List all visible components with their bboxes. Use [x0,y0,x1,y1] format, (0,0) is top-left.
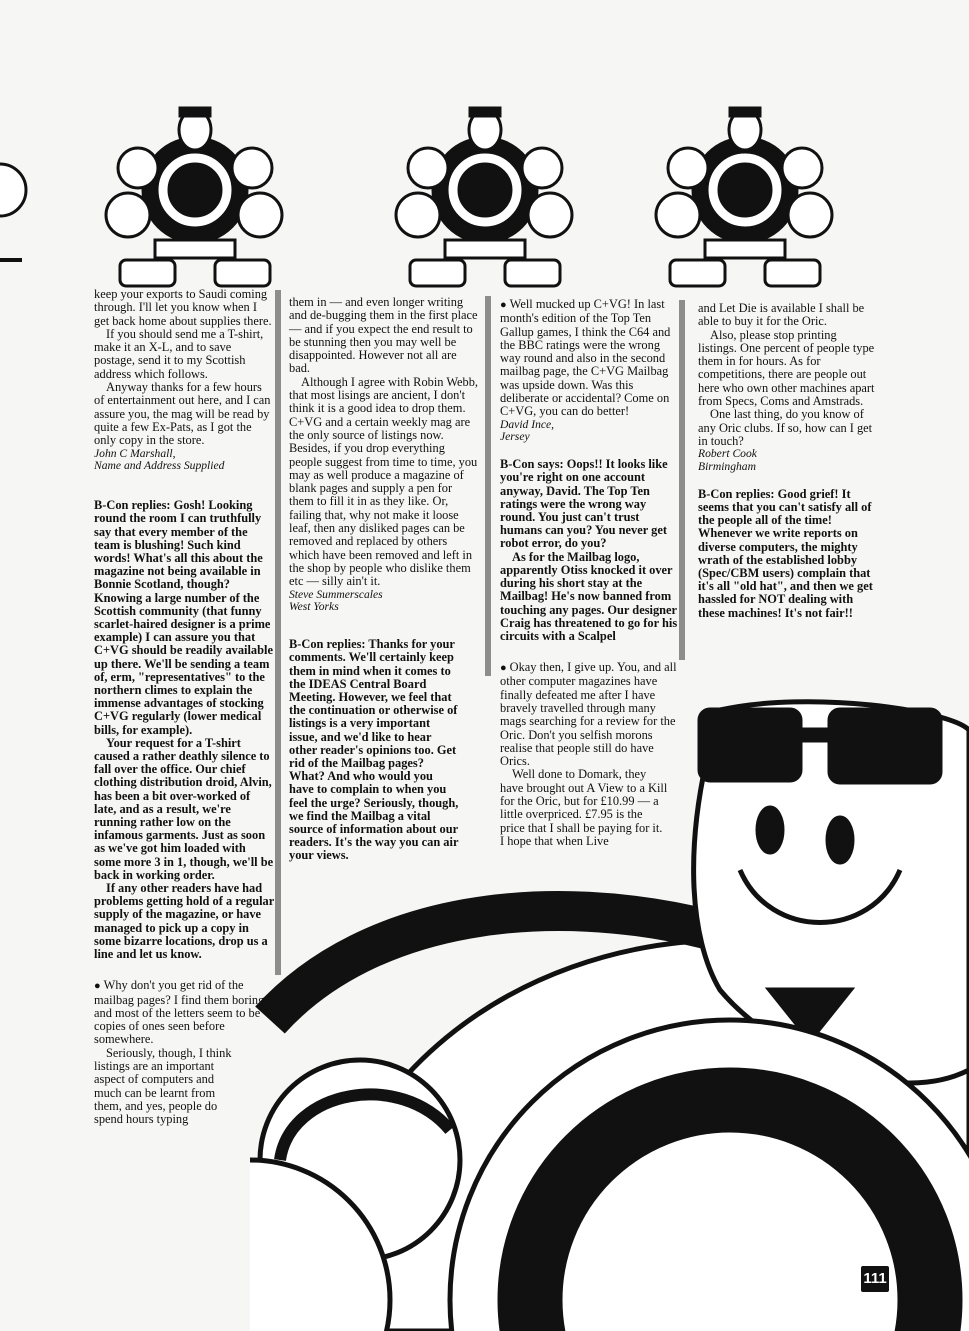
letter-paragraph: and Let Die is available I shall be able to buy it for the Oric. [698,301,865,329]
letters-column-1 [94,288,274,1127]
robot-illustration-middle [390,100,580,290]
page-number: 111 [861,1266,889,1292]
letter-paragraph: One last thing, do you know of any Oric clubs. If so, how can I get in touch? [698,407,873,448]
letter-paragraph: Also, please stop printing listings. One percent of people type them in for hours. As for competitions, there are people out here who own other machines apart from Specs, Coms and Amstrads. [698,327,875,409]
letter-signature: Steve Summerscales [289,587,383,601]
reply-paragraph: B-Con replies: Good grief! It seems that you can't satisfy all of the people all of the time! Whenever we write reports on diverse computers, the mighty wrath of the established lobby (Spec/CBM users) complain that it's all "old hat", and then we get hassled for NOT dealing with these machines! It's not fair!! [698,486,873,620]
letter-paragraph: ● Why don't you get rid of the mailbag pages? I find them boring and most of the letters seem to be copies of ones seen before somewhere. [94,979,274,1046]
reply-paragraph: If any other readers have had problems getting hold of a regular supply of the magazine, or have managed to pick up a copy in some bizarre locations, drop us a line and let us know. [94,881,275,962]
robot-illustration-right [650,100,840,290]
letter-paragraph: Although I agree with Robin Webb, that most lisings are ancient, I don't think it is a good idea to drop them. C+VG and a certain weekly mag are the only source of listings now. Besides, if you drop everything people suggest from time to time, you may as well produce a magazine of blank pages and supply a pen for them to fill it in as they like. Or, failing that, why not make it loose leaf, then any disliked pages can be removed and replaced by others which have been removed and left in the shop by people who dislike them etc — silly ain't it. [289,374,479,589]
letter-signature: John C Marshall, [94,446,176,460]
letters-column-4 [698,302,878,620]
letter-paragraph: ● Okay then, I give up. You, and all other computer magazines have finally defeated me after I have bravely travelled through many mags searching for a review for the Oric. Don't you selfish morons realise that people still do have Orics. [500,661,678,768]
letter-paragraph: ● Well mucked up C+VG! In last month's edition of the Top Ten Gallup games, I think the C64 and the BBC ratings were the wrong way round and also in the second mailbag page, the C+VG Mailbag was upside down. Was this deliberate or accidental? Come on C+VG, you can do better! [500,298,678,419]
letter-paragraph: If you should send me a T-shirt, make it an X-L, and to save postage, send it to my Scottish address which follows. [94,326,264,381]
robot-illustration-left [100,100,290,290]
letter-paragraph: Well done to Domark, they have brought out A View to a Kill for the Oric, but for £10.99 — a little overpriced. £7.95 is the price that I shall be paying for it. I hope that when Live [500,767,668,848]
letter-signature: West Yorks [289,600,339,614]
reply-paragraph: B-Con replies: Gosh! Looking round the room I can truthfully say that every member of the team is blushing! Such kind words! What's all this about the magazine not being available in Bonnie Scotland, though? Knowing a large number of the Scottish community (that funny scarlet-haired designer is a prime example) I can assure you that C+VG should be readily available up there. We'll be sending a team of, erm, "representatives" to the northern climes to explain the immense advantages of stocking C+VG regularly (lower medical bills, for example). [94,498,273,737]
letter-paragraph: Seriously, though, I think listings are an important aspect of computers and much can be learnt from them, and yes, people do spend hours typing [94,1045,232,1127]
reply-paragraph: As for the Mailbag logo, apparently Otiss knocked it over during his short stay at the Mailbag! He's now banned from touching any pages. Our designer Craig has threatened to go for his circuits with a Scalpel [500,549,678,643]
column-rule [485,296,491,676]
letters-column-3 [500,298,678,848]
robot-illustration-edge [0,150,30,270]
reply-paragraph: B-Con says: Oops!! It looks like you're right on one account anyway, David. The Top Ten ratings were the wrong way round. You just can't trust humans can you? You never get robot error, do you? [500,457,668,551]
column-rule [679,300,685,660]
letter-signature: Name and Address Supplied [94,459,225,473]
letter-signature: Robert Cook [698,447,757,461]
reply-paragraph: B-Con replies: Thanks for your comments. We'll certainly keep them in mind when it comes to the IDEAS Central Board Meeting. However, we feel that the continuation or otherwise of listings is a very important issue, and we'd like to hear other reader's opinions too. Get rid of the Mailbag pages? What? And who would you have to complain to when you feel the urge? Seriously, though, we find the Mailbag a vital source of information about our readers. It's the way you can air your views. [289,637,459,863]
letter-signature: David Ince, [500,417,555,431]
reply-paragraph: Your request for a T-shirt caused a rather deathly silence to fall over the office. Our chief clothing distribution droid, Alvin, has been a bit over-worked of late, and as a result, we're running rather low on the infamous garments. Just as soon as we've got him loaded with some more 3 in 1, though, we'll be back in working order. [94,735,274,882]
letter-paragraph: them in — and even longer writing and de-bugging them in the first place — and if you expect the end result to be stunning then you may well be disappointed. However not all are bad. [289,295,478,376]
column-rule [275,290,281,975]
letters-column-2 [289,296,479,863]
letter-paragraph: keep your exports to Saudi coming through. I'll let you know when I get back home about supplies there. [94,287,272,328]
letter-paragraph: Anyway thanks for a few hours of entertainment out here, and I can assure you, the mag will be read by quite a few Ex-Pats, as I got the only copy in the store. [94,380,271,448]
letter-signature: Jersey [500,430,530,444]
letter-signature: Birmingham [698,460,756,474]
